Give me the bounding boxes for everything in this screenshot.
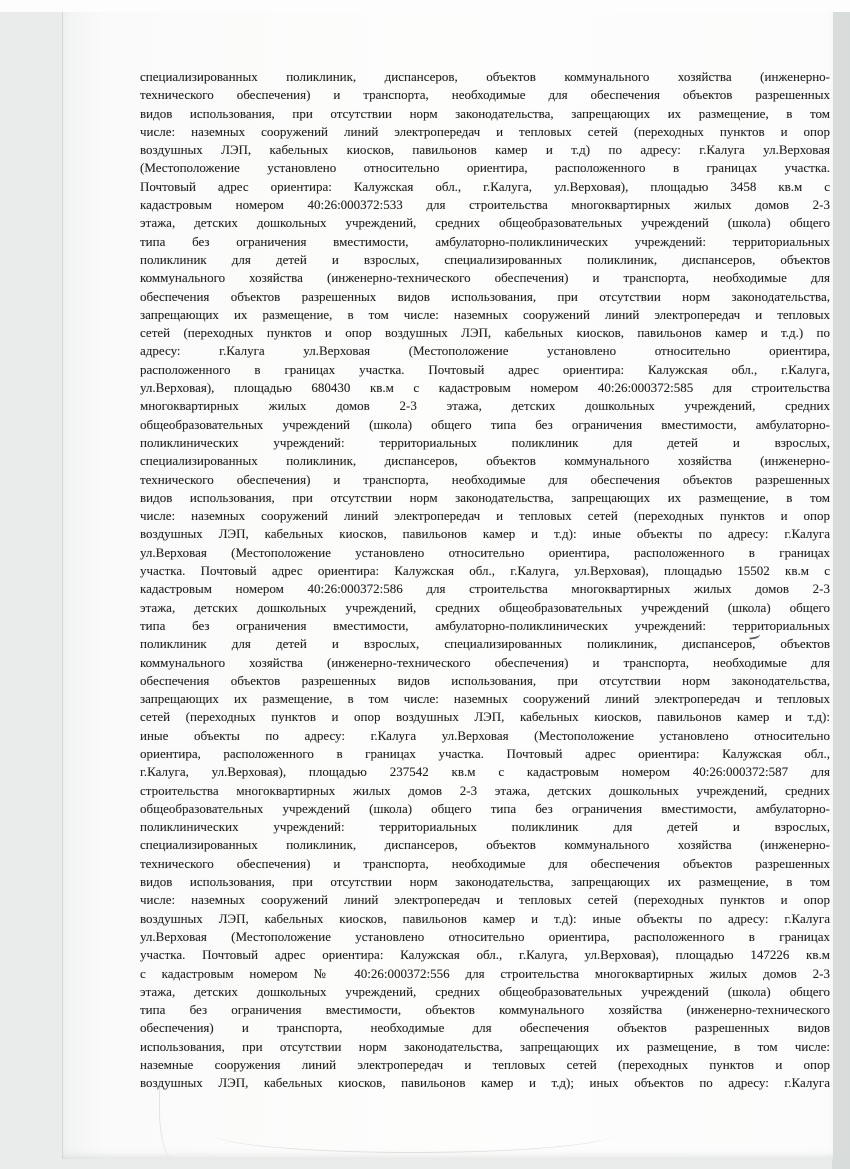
text-line: воздушных ЛЭП, кабельных киосков, павильонов камер и т.д); иных объектов по адресу: г.Калуга [140, 1075, 830, 1091]
text-line: числе: наземных сооружений линий электропередач и тепловых сетей (переходных пунктов и опор [140, 123, 830, 139]
document-paper [62, 12, 833, 1159]
text-line: наземные сооружения линий электропередач и тепловых сетей (переходных пунктов и опор [140, 1057, 830, 1073]
text-line: кадастровым номером 40:26:000372:533 для строительства многоквартирных жилых домов 2-3 [140, 197, 830, 213]
text-line: типа без ограничения вместимости, объектов коммунального хозяйства (инженерно-технического [140, 1002, 830, 1018]
text-line: многоквартирных жилых домов 2-3 этажа, детских дошкольных учреждений, средних [140, 398, 830, 414]
paper-crease [213, 1134, 613, 1153]
text-line: технического обеспечения) и транспорта, необходимые для обеспечения объектов разрешенных [140, 855, 830, 871]
text-line: строительства многоквартирных жилых домов 2-3 этажа, детских дошкольных учреждений, средних [140, 782, 830, 798]
text-line: специализированных поликлиник, диспансеров, объектов коммунального хозяйства (инженерно- [140, 453, 830, 469]
text-line: иные объекты по адресу: г.Калуга ул.Верховая (Местоположение установлено относительно [140, 727, 830, 743]
text-line: ул.Верховая), площадью 680430 кв.м с кадастровым номером 40:26:000372:585 для строительства [140, 380, 830, 396]
text-line: специализированных поликлиник, диспансеров, объектов коммунального хозяйства (инженерно- [140, 69, 830, 84]
text-line: г.Калуга, ул.Верховая), площадью 237542 кв.м с кадастровым номером 40:26:000372:587 для [140, 764, 830, 780]
text-line: коммунального хозяйства (инженерно-технического обеспечения) и транспорта, необходимые для [140, 270, 830, 286]
text-line: числе: наземных сооружений линий электропередач и тепловых сетей (переходных пунктов и опор [140, 892, 830, 908]
text-line: запрещающих их размещение, в том числе: наземных сооружений линий электропередач и тепловых [140, 691, 830, 707]
text-line: видов использования, при отсутствии норм законодательства, запрещающих их размещение, в том [140, 105, 830, 121]
text-line: обеспечения) и транспорта, необходимые для обеспечения объектов разрешенных видов [140, 1020, 830, 1036]
text-line: сетей (переходных пунктов и опор воздушных ЛЭП, кабельных киосков, павильонов камер и т.д.) по [140, 325, 830, 341]
text-line: участка. Почтовый адрес ориентира: Калужская обл., г.Калуга, ул.Верховая), площадью 15502 кв.м с [140, 563, 830, 579]
text-line: этажа, детских дошкольных учреждений, средних общеобразовательных учреждений (школа) общего [140, 215, 830, 231]
text-line: обеспечения объектов разрешенных видов использования, при отсутствии норм законодательства, [140, 288, 830, 304]
text-line: ориентира, расположенного в границах участка. Почтовый адрес ориентира: Калужская обл., [140, 745, 830, 761]
text-line: ул.Верховая (Местоположение установлено относительно ориентира, расположенного в границах [140, 544, 830, 560]
text-line: технического обеспечения) и транспорта, необходимые для обеспечения объектов разрешенных [140, 87, 830, 103]
text-line: специализированных поликлиник, диспансеров, объектов коммунального хозяйства (инженерно- [140, 837, 830, 853]
text-line: технического обеспечения) и транспорта, необходимые для обеспечения объектов разрешенных [140, 471, 830, 487]
text-line: ул.Верховая (Местоположение установлено относительно ориентира, расположенного в границах [140, 928, 830, 944]
text-line: запрещающих их размещение, в том числе: наземных сооружений линий электропередач и тепловых [140, 306, 830, 322]
text-line: коммунального хозяйства (инженерно-технического обеспечения) и транспорта, необходимые для [140, 654, 830, 670]
text-line: воздушных ЛЭП, кабельных киосков, павильонов камер и т.д) по адресу: г.Калуга ул.Верховая [140, 142, 830, 158]
text-line: общеобразовательных учреждений (школа) общего типа без ограничения вместимости, амбулаторно- [140, 416, 830, 432]
document-text [140, 68, 830, 1093]
text-line: воздушных ЛЭП, кабельных киосков, павильонов камер и т.д): иные объекты по адресу: г.Калуга [140, 526, 830, 542]
text-line: типа без ограничения вместимости, амбулаторно-поликлинических учреждений: территориальных [140, 233, 830, 249]
text-line: сетей (переходных пунктов и опор воздушных ЛЭП, кабельных киосков, павильонов камер и т.д): [140, 709, 830, 725]
text-line: поликлиник для детей и взрослых, специализированных поликлиник, диспансеров, объектов [140, 251, 830, 267]
text-line: расположенного в границах участка. Почтовый адрес ориентира: Калужская обл., г.Калуга, [140, 361, 830, 377]
paper-corner-curl [159, 1087, 186, 1165]
text-line: с кадастровым номером № 40:26:000372:556 для строительства многоквартирных жилых домов 2-3 [140, 965, 830, 981]
text-line: общеобразовательных учреждений (школа) общего типа без ограничения вместимости, амбулаторно- [140, 800, 830, 816]
text-line: этажа, детских дошкольных учреждений, средних общеобразовательных учреждений (школа) общего [140, 983, 830, 999]
text-line: числе: наземных сооружений линий электропередач и тепловых сетей (переходных пунктов и опор [140, 508, 830, 524]
text-line: участка. Почтовый адрес ориентира: Калужская обл., г.Калуга, ул.Верховая), площадью 147226 кв.м [140, 947, 830, 963]
text-line: типа без ограничения вместимости, амбулаторно-поликлинических учреждений: территориальных [140, 617, 830, 633]
text-line: поликлиник для детей и взрослых, специализированных поликлиник, диспансеров, объектов [140, 636, 830, 652]
text-line: обеспечения объектов разрешенных видов использования, при отсутствии норм законодательства, [140, 672, 830, 688]
text-line: поликлинических учреждений: территориальных поликлиник для детей и взрослых, [140, 434, 830, 450]
text-line: (Местоположение установлено относительно ориентира, расположенного в границах участка. [140, 160, 830, 176]
text-line: кадастровым номером 40:26:000372:586 для строительства многоквартирных жилых домов 2-3 [140, 581, 830, 597]
text-line: этажа, детских дошкольных учреждений, средних общеобразовательных учреждений (школа) общего [140, 599, 830, 615]
scan-edge-right [832, 12, 850, 1169]
text-line: видов использования, при отсутствии норм законодательства, запрещающих их размещение, в том [140, 874, 830, 890]
text-line: видов использования, при отсутствии норм законодательства, запрещающих их размещение, в том [140, 489, 830, 505]
text-line: воздушных ЛЭП, кабельных киосков, павильонов камер и т.д): иные объекты по адресу: г.Калуга [140, 910, 830, 926]
text-line: Почтовый адрес ориентира: Калужская обл., г.Калуга, ул.Верховая), площадью 3458 кв.м с [140, 178, 830, 194]
text-line: использования, при отсутствии норм законодательства, запрещающих их размещение, в том числе: [140, 1038, 830, 1054]
text-line: поликлинических учреждений: территориальных поликлиник для детей и взрослых, [140, 819, 830, 835]
text-line: адресу: г.Калуга ул.Верховая (Местоположение установлено относительно ориентира, [140, 343, 830, 359]
